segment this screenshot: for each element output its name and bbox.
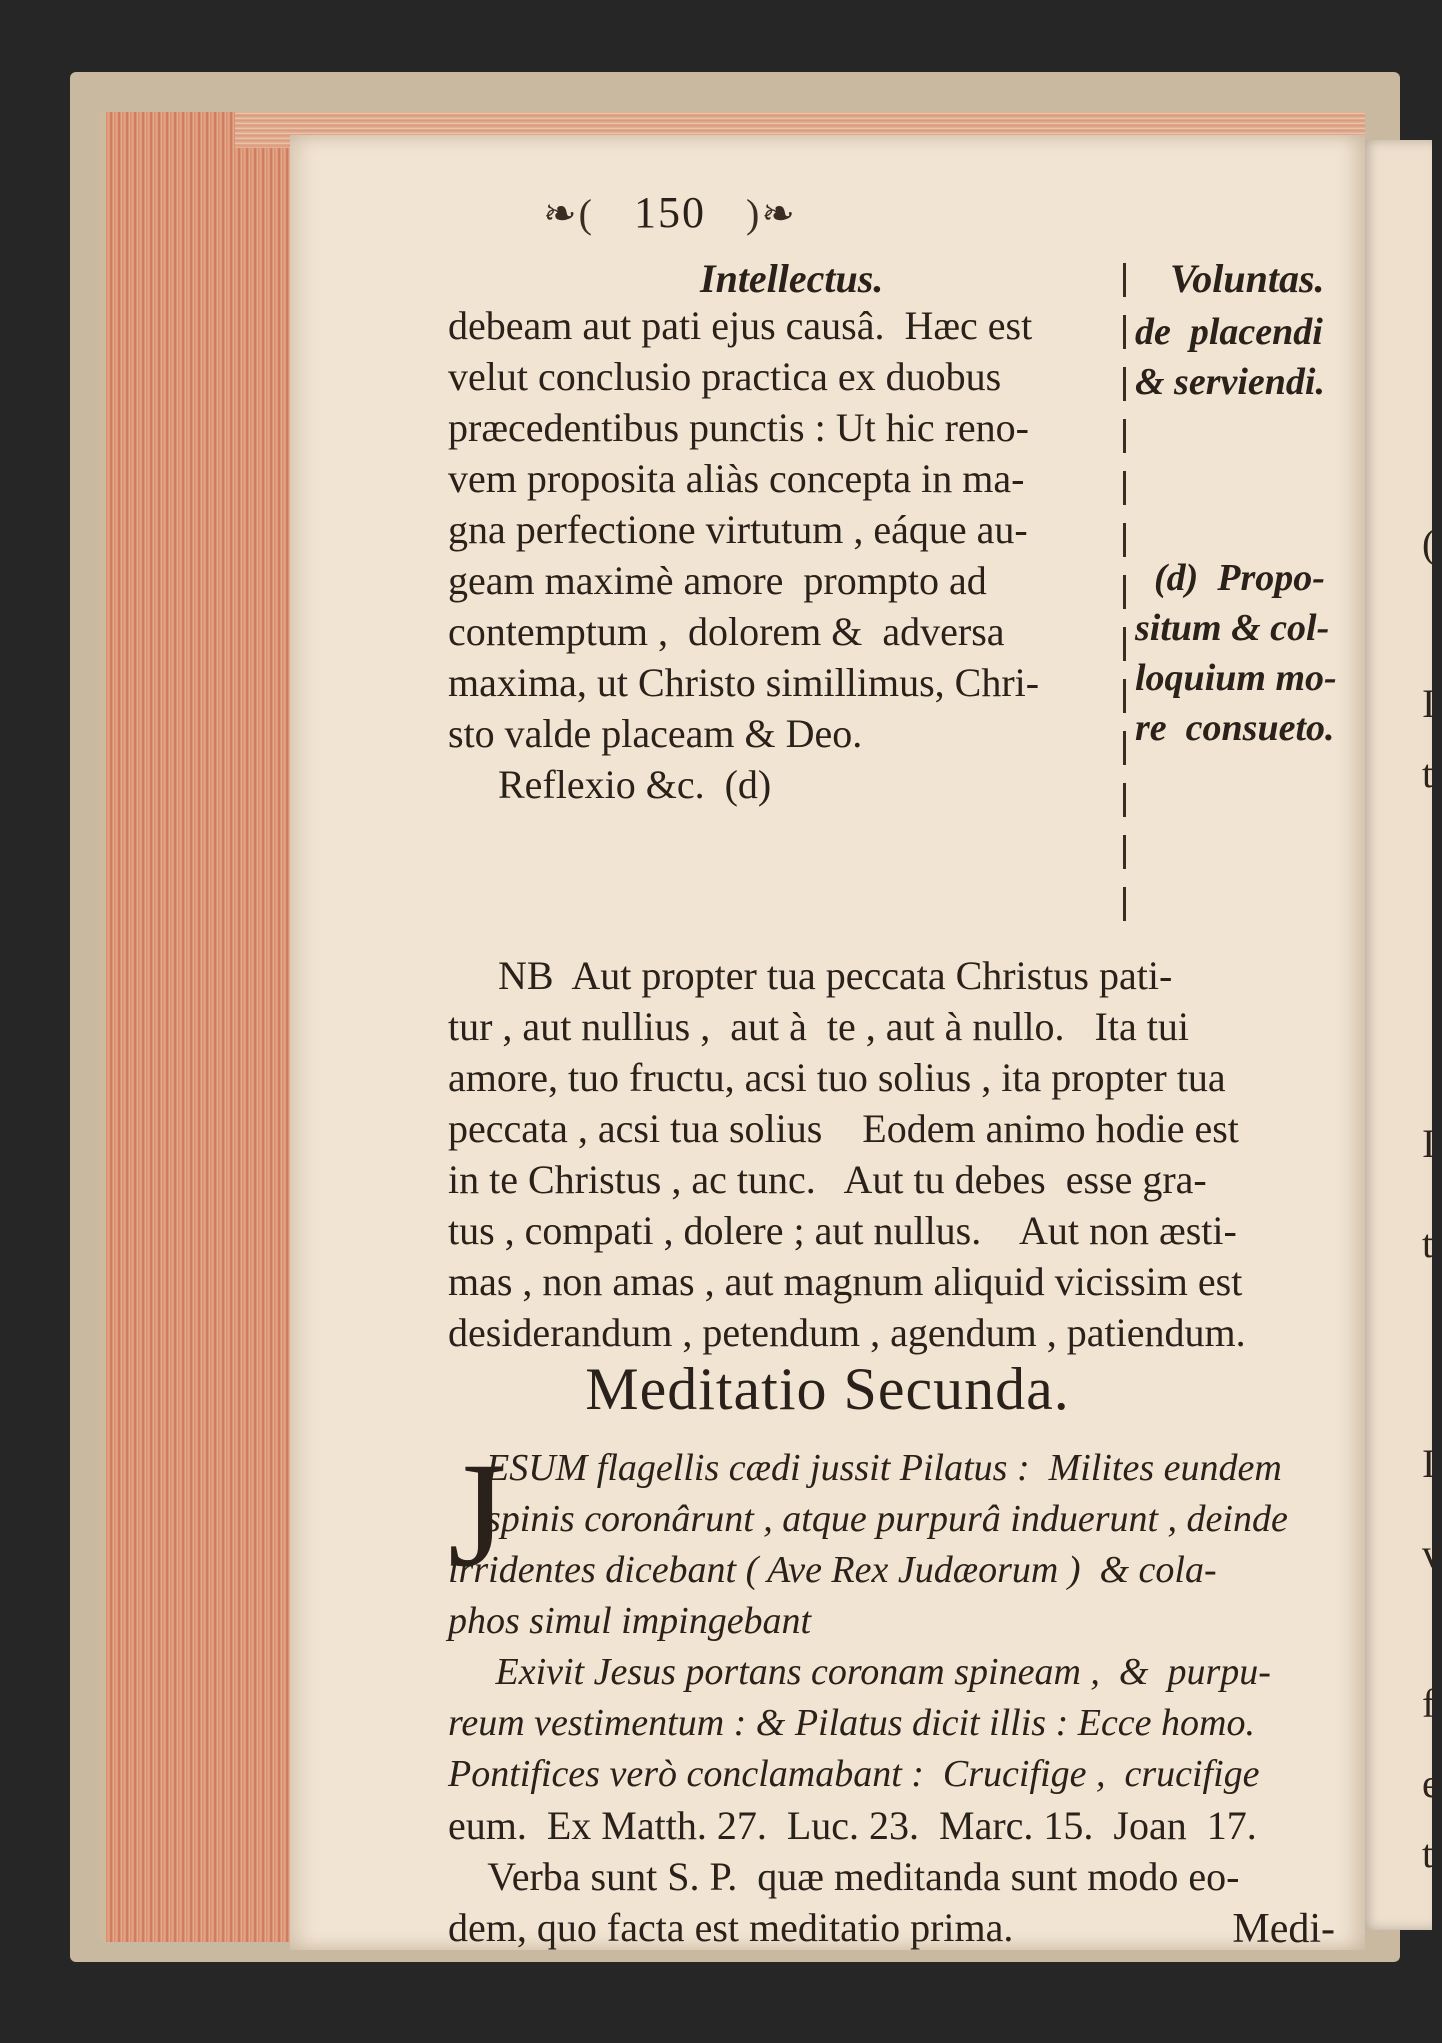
text-line: eum. Ex Matth. 27. Luc. 23. Marc. 15. Joan 17. bbox=[448, 1803, 1257, 1848]
margin-line: re consueto. bbox=[1135, 707, 1335, 749]
text-line: irridentes dicebant ( Ave Rex Judæorum ) & cola- bbox=[448, 1549, 1217, 1591]
column-head-left: Intellectus. bbox=[700, 256, 884, 301]
text-line: Verba sunt S. P. quæ meditanda sunt modo eo- bbox=[448, 1854, 1240, 1899]
text-line: in te Christus , ac tunc. Aut tu debes esse gra- bbox=[448, 1157, 1207, 1202]
text-line: reum vestimentum : & Pilatus dicit illis : Ecce homo. bbox=[448, 1702, 1255, 1744]
text-line: contemptum , dolorem & adversa bbox=[448, 609, 1005, 654]
text-line: tus , compati , dolere ; aut nullus. Aut non æsti- bbox=[448, 1208, 1237, 1253]
text-line: præcedentibus punctis : Ut hic reno- bbox=[448, 405, 1029, 450]
right-leaf-fragment: I bbox=[1422, 681, 1436, 726]
margin-line: (d) Propo- bbox=[1135, 557, 1325, 599]
page-header bbox=[290, 187, 1050, 238]
text-line: debeam aut pati ejus causâ. Hæc est bbox=[448, 303, 1033, 348]
text-line: maxima, ut Christo simillimus, Chri- bbox=[448, 660, 1040, 705]
text-line: geam maximè amore prompto ad bbox=[448, 558, 987, 603]
text-line: ESUM flagellis cædi jussit Pilatus : Milites eundem bbox=[448, 1447, 1282, 1489]
right-leaf-fragment: v bbox=[1422, 1531, 1442, 1576]
right-leaf-fragment: ( bbox=[1422, 521, 1436, 566]
margin-note-d bbox=[1135, 553, 1337, 753]
text-line: spinis coronârunt , atque purpurâ induerunt , deinde bbox=[448, 1498, 1288, 1540]
text-line: sto valde placeam & Deo. bbox=[448, 711, 863, 756]
text-line: Pontifices verò conclamabant : Crucifige , crucifige bbox=[448, 1753, 1260, 1795]
right-leaf-fragment: e bbox=[1422, 1761, 1440, 1806]
text-line: velut conclusio practica ex duobus bbox=[448, 354, 1002, 399]
margin-line: loquium mo- bbox=[1135, 657, 1337, 699]
text-line: NB Aut propter tua peccata Christus pati- bbox=[448, 953, 1173, 998]
page-number: 150 bbox=[634, 188, 706, 237]
facing-page-fragment bbox=[1360, 140, 1442, 1930]
text-block-nb bbox=[448, 950, 1348, 1358]
ornament-right-icon: )❧ bbox=[746, 191, 797, 236]
text-line: Reflexio &c. (d) bbox=[448, 762, 772, 807]
text-line: peccata , acsi tua solius Eodem animo hodie est bbox=[448, 1106, 1239, 1151]
margin-line: situm & col- bbox=[1135, 607, 1330, 649]
right-leaf-fragment: I bbox=[1422, 1121, 1436, 1166]
text-line: dem, quo facta est meditatio prima. bbox=[448, 1905, 1014, 1950]
text-line: tur , aut nullius , aut à te , aut à nullo. Ita tui bbox=[448, 1004, 1189, 1049]
column-head-right: Voluntas. bbox=[1170, 256, 1325, 301]
right-leaf-fragment: t bbox=[1422, 1221, 1434, 1266]
text-line: desiderandum , petendum , agendum , patiendum. bbox=[448, 1310, 1246, 1355]
page-edges-side bbox=[100, 112, 311, 1942]
right-leaf-fragment: I bbox=[1422, 1441, 1436, 1486]
text-line: mas , non amas , aut magnum aliquid vicissim est bbox=[448, 1259, 1243, 1304]
section-title: Meditatio Secunda. bbox=[585, 1356, 1070, 1422]
right-leaf-fragment: t bbox=[1422, 751, 1434, 796]
margin-line: de placendi bbox=[1135, 311, 1323, 353]
text-line: gna perfectione virtutum , eáque au- bbox=[448, 507, 1028, 552]
text-line: phos simul impingebant bbox=[448, 1600, 812, 1642]
text-line: amore, tuo fructu, acsi tuo solius , ita propter tua bbox=[448, 1055, 1226, 1100]
text-block-scripture bbox=[448, 1443, 1348, 1800]
text-line: vem proposita aliàs concepta in ma- bbox=[448, 456, 1025, 501]
margin-note-voluntas bbox=[1135, 307, 1325, 407]
right-leaf-fragment: f bbox=[1422, 1681, 1436, 1726]
drop-capital: J bbox=[448, 1432, 507, 1598]
book-page bbox=[290, 135, 1365, 1950]
right-leaf-fragment: t bbox=[1422, 1831, 1434, 1876]
text-line: Exivit Jesus portans coronam spineam , & purpu- bbox=[448, 1651, 1271, 1693]
ornament-left-icon: ❧( bbox=[543, 191, 594, 236]
catchword: Medi- bbox=[1232, 1906, 1335, 1952]
margin-line: & serviendi. bbox=[1135, 361, 1325, 403]
text-block-closing bbox=[448, 1800, 1348, 1953]
